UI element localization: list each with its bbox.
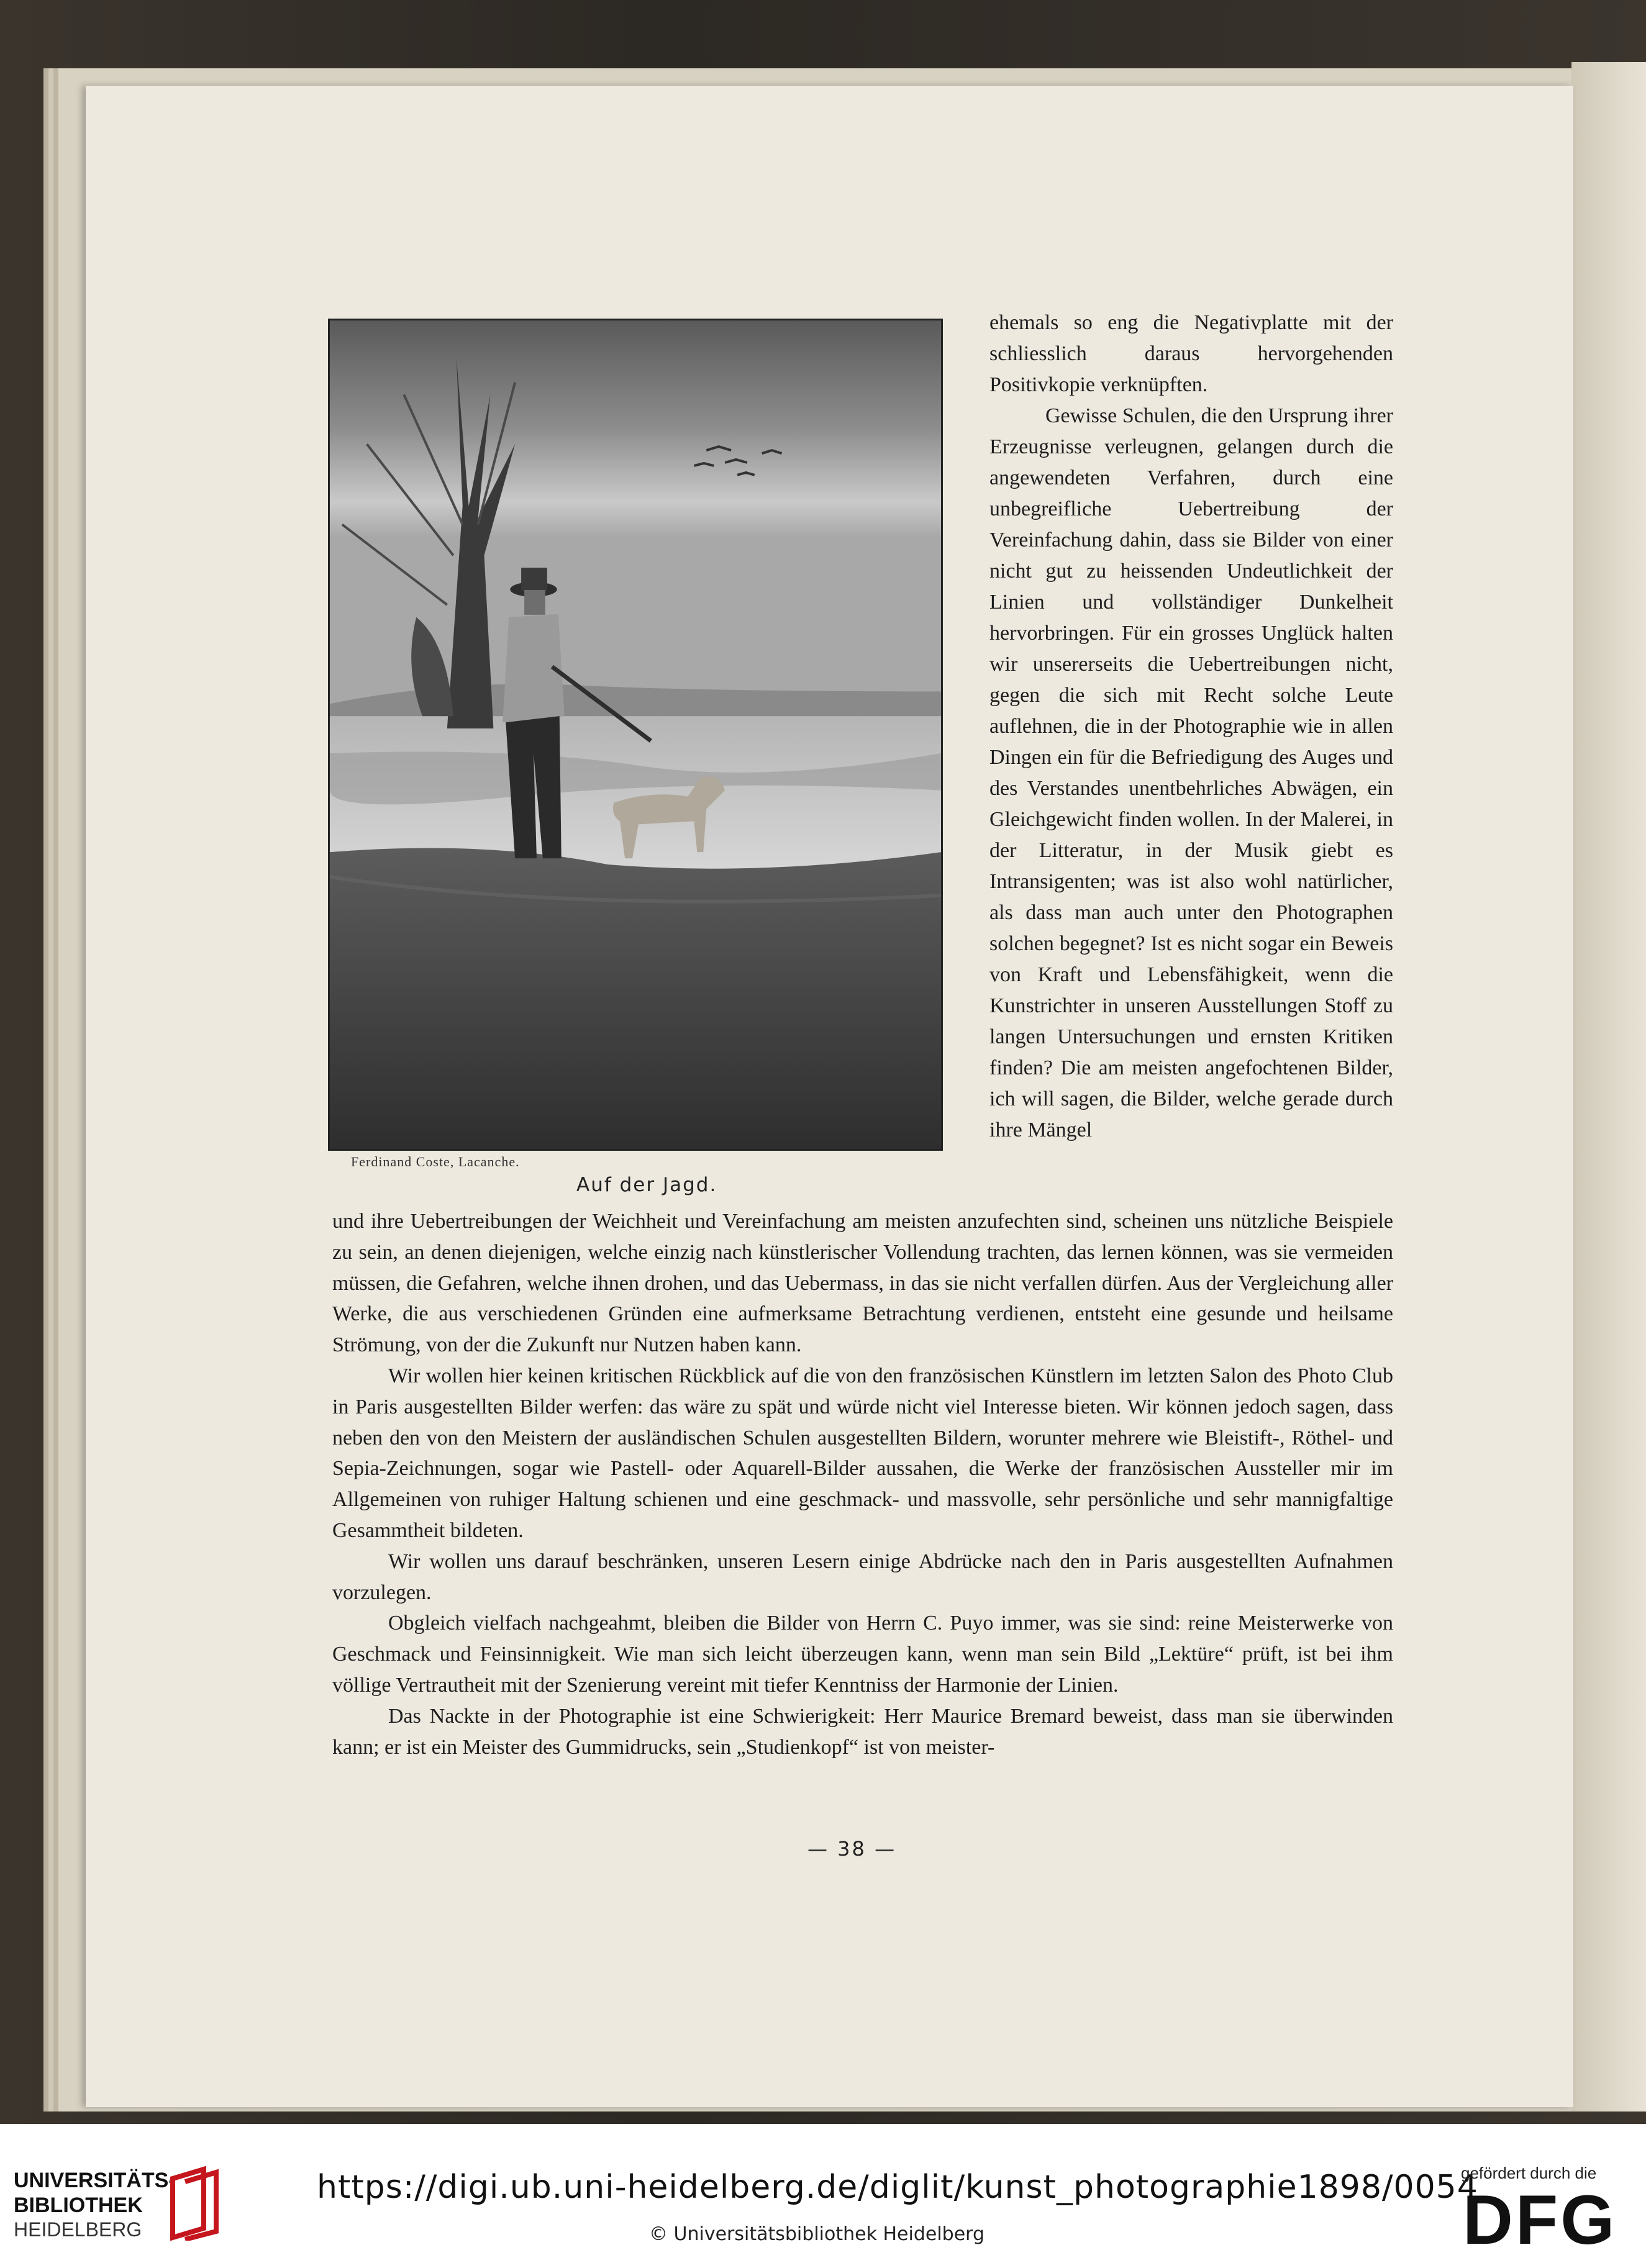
sponsor-label: gefördert durch die xyxy=(1461,2164,1597,2182)
page-number: — 38 — xyxy=(807,1837,897,1861)
library-name-line2: BIBLIOTHEK xyxy=(14,2193,143,2217)
hunting-scene-image xyxy=(330,320,941,1149)
photo-caption: Auf der Jagd. xyxy=(576,1174,717,1196)
photo-credit: Ferdinand Coste, Lacanche. xyxy=(351,1154,520,1169)
right-column-text xyxy=(989,307,1393,1146)
copyright-notice: © Universitätsbibliothek Heidelberg xyxy=(649,2223,985,2245)
source-url-link[interactable]: https://digi.ub.uni-heidelberg.de/diglit/kunst_photographie1898/0054 xyxy=(317,2169,1478,2206)
right-page-stack xyxy=(1571,62,1646,2112)
library-name-line3: HEIDELBERG xyxy=(14,2218,142,2241)
paragraph: Gewisse Schulen, die den Ursprung ihrer Erzeugnisse verleugnen, gelangen durch die angewendeten Verfahren, durch eine unbegreifliche Uebertreibung der Vereinfachung dahin, dass sie Bilder von einer nicht gut zu heissenden Undeutlichkeit der Linien und vollständiger Dunkelheit hervorbringen. Für ein grosses Unglück halten wir unsererseits die Uebertreibungen nicht, gegen die sich mit Recht solche Leute auflehnen, die in der Photographie wie in allen Dingen ein für die Befriedigung des Auges und des Verstandes unentbehrliches Abwägen, ein Gleichgewicht finden wollen. In der Malerei, in der Litteratur, in der Musik giebt es Intransigenten; was ist also wohl natürlicher, als dass man auch unter den Photographen solchen begegnet? Ist es nicht sogar ein Beweis von Kraft und Lebensfähigkeit, wenn die Kunstrichter in unseren Ausstellungen Stoff zu langen Untersuchungen und ernsten Kritiken finden? Die am meisten angefochtenen Bilder, ich will sagen, die Bilder, welche gerade durch ihre Mängel xyxy=(989,404,1393,1141)
library-name-line1: UNIVERSITÄTS- xyxy=(14,2169,176,2192)
dfg-logo: DFG xyxy=(1463,2181,1617,2259)
paragraph: ehemals so eng die Negativplatte mit der schliesslich daraus hervorgehenden Positivkopie verknüpften. xyxy=(989,311,1393,396)
paragraph: Wir wollen uns darauf beschränken, unseren Lesern einige Abdrücke nach den in Paris ausgestellten Aufnahmen vorzulegen. xyxy=(332,1549,1393,1604)
library-logo-icon xyxy=(166,2166,229,2241)
paragraph: Das Nackte in der Photographie ist eine Schwierigkeit: Herr Maurice Bremard beweist, dass man sie überwinden kann; er ist ein Meister des Gummidrucks, sein „Studienkopf“ ist von meister- xyxy=(332,1704,1393,1759)
paragraph: Obgleich vielfach nachgeahmt, bleiben die Bilder von Herrn C. Puyo immer, was sie sind: reine Meisterwerke von Geschmack und Feinsinnigkeit. Wie man sich leicht überzeugen kann, wenn man sein Bild „Lektüre“ prüft, ist bei ihm völlige Vertrautheit mit der Szenierung vereint mit tiefer Kenntniss der Harmonie der Linien. xyxy=(332,1612,1393,1697)
paragraph: und ihre Uebertreibungen der Weichheit und Vereinfachung am meisten anzufechten sind, scheinen uns nützliche Beispiele zu sein, an denen diejenigen, welche einzig nach künstlerischer Vollendung trachten, das lernen können, was sie vermeiden müssen, die Gefahren, welche ihnen drohen, und das Uebermass, in das sie nicht verfallen dürfen. Aus der Vergleichung aller Werke, die aus verschiedenen Gründen eine aufmerksame Betrachtung verdienen, entsteht eine gesunde und heilsame Strömung, von der die Zukunft nur Nutzen haben kann. xyxy=(332,1210,1393,1357)
paragraph: Wir wollen hier keinen kritischen Rückblick auf die von den französischen Künstlern im letzten Salon des Photo Club in Paris ausgestellten Bilder werfen: das wäre zu spät und würde nicht viel Interesse bieten. Wir können jedoch sagen, dass neben den von den Meistern der ausländischen Schulen ausgestellten Bildern, worunter mehrere wie Bleistift-, Röthel- und Sepia-Zeichnungen, sogar wie Pastell- oder Aquarell-Bilder aussahen, die Werke der französischen Aussteller mir im Allgemeinen von ruhiger Haltung schienen und eine geschmack- und massvolle, sehr persönliche und sehr mannigfaltige Gesammtheit bildeten. xyxy=(332,1364,1393,1542)
full-width-text xyxy=(332,1206,1393,1762)
hunting-photograph xyxy=(328,319,943,1151)
